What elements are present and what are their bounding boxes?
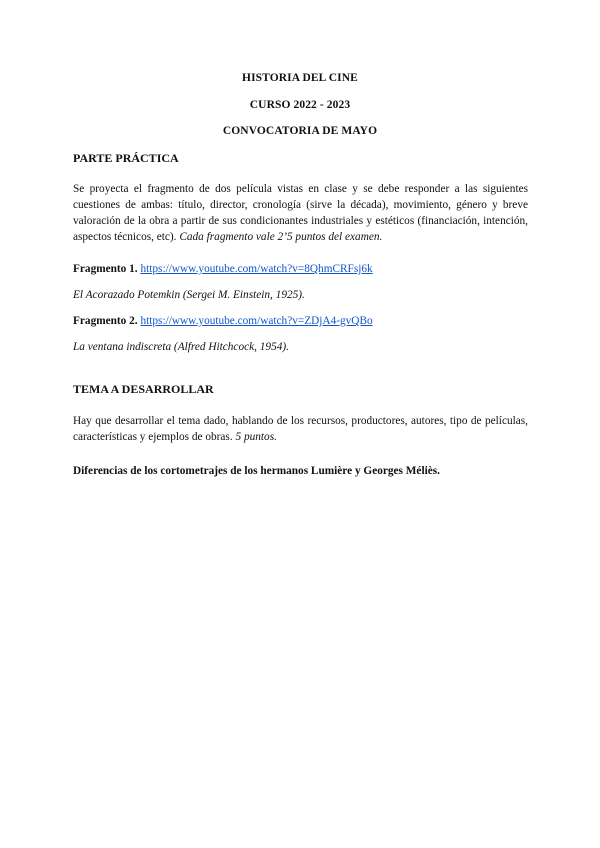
essay-heading: TEMA A DESARROLLAR [73, 382, 214, 396]
essay-intro-text: Hay que desarrollar el tema dado, hablando de los recursos, productores, autores, tipo de películas, características y ejemplos de obras. [73, 415, 528, 443]
practical-instructions [73, 181, 528, 245]
practical-points-note: Cada fragmento vale 2’5 puntos del examen. [179, 231, 383, 243]
essay-points-note: 5 puntos. [235, 431, 277, 443]
document-title: HISTORIA DEL CINE [242, 72, 358, 84]
fragment-2-link[interactable]: https://www.youtube.com/watch?v=ZDjA4-gvQBo [140, 315, 373, 327]
practical-heading: PARTE PRÁCTICA [73, 151, 179, 165]
fragment-1-label: Fragmento 1. [73, 263, 138, 275]
course-year: CURSO 2022 - 2023 [249, 99, 351, 111]
fragment-2 [73, 315, 373, 327]
fragment-1-caption: El Acorazado Potemkin (Sergei M. Einstein, 1925). [73, 289, 305, 301]
practical-intro-text: Se proyecta el fragmento de dos película vistas en clase y se debe responder a las siguientes cuestiones de ambas: título, director, cronología (sirve la década), movimiento, género y breve valoración de la obra a partir de sus condicionantes industriales y estéticos (financiación, intención, aspectos técnicos, etc). [73, 183, 528, 243]
essay-instructions [73, 413, 528, 445]
fragment-1-link[interactable]: https://www.youtube.com/watch?v=8QhmCRFsj6k [140, 263, 373, 275]
essay-topic: Diferencias de los cortometrajes de los hermanos Lumière y Georges Méliès. [73, 465, 440, 477]
fragment-2-caption: La ventana indiscreta (Alfred Hitchcock, 1954). [73, 341, 289, 353]
exam-session: CONVOCATORIA DE MAYO [222, 125, 378, 137]
fragment-1 [73, 263, 373, 275]
fragment-2-label: Fragmento 2. [73, 315, 138, 327]
